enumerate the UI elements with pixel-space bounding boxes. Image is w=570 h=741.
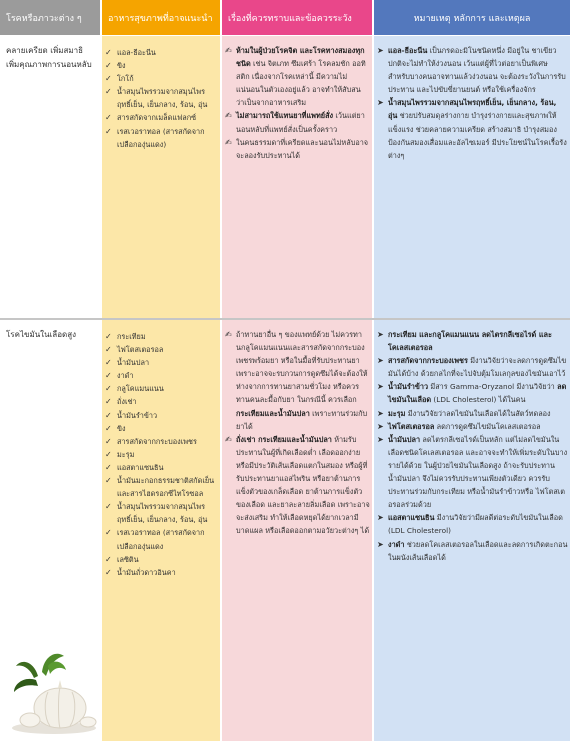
food-item: ✓ ขิง (104, 59, 218, 72)
check-icon: ✓ (105, 436, 112, 446)
note-item: ➤ ไฟโตสเตอรอล ลดการดูดซึมไขมันโคเลสเตอรอล (376, 420, 568, 433)
arrow-icon: ➤ (377, 513, 384, 523)
row-1-notes (376, 44, 568, 162)
food-item: ✓ น้ำมันปลา (104, 356, 218, 369)
check-icon: ✓ (105, 476, 112, 486)
check-icon: ✓ (105, 410, 112, 420)
arrow-icon: ➤ (377, 408, 384, 418)
note-item: ➤ กระเทียม และกลูโคแมนแนน ลดไตรกลีเซอไรด์ และโคเลสเตอรอล (377, 330, 552, 353)
header-topic: โรคหรือภาวะต่าง ๆ (0, 0, 100, 35)
food-item: ✓ ไฟโตสเตอรอล (104, 343, 218, 356)
arrow-icon: ➤ (377, 330, 384, 339)
note-item: ➤ น้ำมันรำข้าว มีสาร Gamma-Oryzanol มีงานวิจัยว่า ลดไขมันในเลือด (LDL Cholesterol) ได้ในคน (377, 382, 567, 405)
food-item: ✓ โกโก้ (104, 72, 218, 85)
check-icon: ✓ (105, 61, 112, 71)
note-item: ➤ มะรุม มีงานวิจัยว่าลดไขมันในเลือดได้ในสัตว์ทดลอง (376, 407, 568, 420)
caution-item: ✍ ไม่สามารถใช้แทนยาที่แพทย์สั่ง เว้นแต่ยานอนหลับที่แพทย์สั่งเป็นครั้งคราว (225, 111, 365, 134)
caution-item: ✍ ห้ามในผู้ป่วยโรคจิต และโรคทางสมองทุกชนิด เช่น จิตเภท ซึมเศร้า โรคลมชัก ออทิสติก เนื่องจากโรคเหล่านี้ มีความไม่แน่นอนในตัวเองอยู่แล้ว อาจทำให้สับสน ว่าเป็นจากอาหารเสริม (225, 46, 366, 108)
check-icon: ✓ (105, 48, 112, 57)
garlic-illustration (8, 636, 100, 736)
food-item: ✓ กลูโคแมนแนน (104, 382, 218, 395)
row-divider (0, 318, 570, 320)
check-icon: ✓ (105, 567, 112, 577)
arrow-icon: ➤ (377, 98, 384, 108)
food-item: ✓ มะรุม (104, 448, 218, 461)
note-item: ➤ แอล-ธีอะนีน เป็นกรดอะมิโนชนิดหนึ่ง มีอยู่ใน ชาเขียว ปกติจะไม่ทำให้ง่วงนอน เว้นแต่ผู้ที่ไวต่อยาเป็นพิเศษ สำหรับบางคนอาจทานแล้วง่วงนอน จะต้องระวังในการรับประทาน และไปขับขี่ยานยนต์ หรือใช้เครื่องจักร (377, 46, 566, 95)
food-item: ✓ เลซิติน (104, 553, 218, 566)
food-item: ✓ น้ำสมุนไพรรวมจากสมุนไพรฤทธิ์เย็น, เย็นกลาง, ร้อน, อุ่น (105, 87, 208, 110)
check-icon: ✓ (105, 449, 112, 459)
food-item: ✓ น้ำสมุนไพรรวมจากสมุนไพรฤทธิ์เย็น, เย็นกลาง, ร้อน, อุ่น (105, 502, 208, 525)
pencil-icon: ✍ (225, 137, 232, 147)
check-icon: ✓ (105, 345, 112, 355)
row-1-cautions (224, 44, 370, 162)
check-icon: ✓ (105, 126, 112, 136)
check-icon: ✓ (105, 423, 112, 433)
header-notes: หมายเหตุ หลักการ และเหตุผล (374, 0, 570, 35)
check-icon: ✓ (105, 528, 112, 538)
food-item: ✓ สารสกัดจากกระบองเพชร (104, 435, 218, 448)
food-item: ✓ น้ำมันถั่วดาวอินคา (104, 566, 218, 579)
food-item: ✓ แอสตาแซนธิน (104, 461, 218, 474)
check-icon: ✓ (105, 502, 112, 512)
check-icon: ✓ (105, 371, 112, 381)
check-icon: ✓ (105, 113, 112, 123)
header-foods: อาหารสุขภาพที่อาจแนะนำ (102, 0, 220, 35)
row-1-topic: คลายเครียด เพิ่มสมาธิ เพิ่มคุณภาพการนอนหลับ (6, 46, 92, 69)
row-2-cautions (224, 328, 370, 538)
row-1-foods (104, 46, 218, 151)
food-item: ✓ งาดำ (104, 369, 218, 382)
food-item: ✓ น้ำมันรำข้าว (104, 409, 218, 422)
food-item: ✓ ถั่งเช่า (104, 395, 218, 408)
note-item: ➤ น้ำมันปลา ลดไตรกลีเซอไรด์เป็นหลัก แต่ไม่ลดไขมันในเลือดชนิดโคเลสเตอรอล และอาจจะทำให้เพิ่มระดับในบางรายได้ด้วย ในผู้ป่วยไขมันในเลือดสูง ถ้าจะรับประทานน้ำมันปลา จึงไม่ควรรับประทานเพียงตัวเดียว ควรรับประทานร่วมกับกระเทียม หรือน้ำมันรำข้าวหรือ ไฟโตสเตอรอลร่วมด้วย (377, 434, 568, 510)
header-cautions: เรื่องที่ควรทราบและข้อควรระวัง (222, 0, 372, 35)
food-item: ✓ เรสเวอราทอล (สารสกัดจากเปลือกองุ่นแดง (105, 528, 205, 551)
caution-item: ✍ ถั่งเช่า กระเทียมและน้ำมันปลา ห้ามรับประทานในผู้ที่เกิดเลือดต่ำ เลือดออกง่ายหรือมีประวัติเส้นเลือดแตกในสมอง หรือผู้ที่รับประทานยาแอสไพริน หรือยาต้านการแข็งตัวของเกล็ดเลือด ยาต้านการแข็งตัวของเลือด และยาละลายลิ่มเลือด เพราะอาจจะส่งเสริม ทำให้เลือดหยุดได้ยากเวลามีบาดแผล หรือเลือดออกตามอวัยวะต่างๆ ได้ (225, 434, 370, 536)
arrow-icon: ➤ (377, 539, 384, 549)
note-item: ➤ งาดำ ช่วยลดโคเลสเตอรอลในเลือดและลดการเกิดตะกอนในผนังเส้นเลือดได้ (377, 539, 568, 562)
food-item: ✓ เรสเวอราทอล (สารสกัดจากเปลือกองุ่นแดง) (105, 126, 205, 149)
note-item: ➤ สารสกัดจากกระบองเพชร มีงานวิจัยว่าจะลดการดูดซึมไขมันได้บ้าง ด้วยกลไกที่จะไปจับตุ้มโมเลกุลของไขมันเอาไว้ (377, 356, 567, 379)
food-item: ✓ ขิง (104, 422, 218, 435)
pencil-icon: ✍ (225, 111, 232, 121)
row-2-topic: โรคไขมันในเลือดสูง (6, 330, 76, 339)
food-item: ✓ แอล-ธีอะนีน (104, 46, 218, 59)
arrow-icon: ➤ (377, 356, 384, 366)
check-icon: ✓ (105, 332, 112, 341)
note-item: ➤ แอสตาแซนธิน มีงานวิจัยว่ามีผลดีต่อระดับไขมันในเลือด (LDL Cholesterol) (377, 513, 563, 536)
row-2-notes (376, 328, 568, 564)
caution-item: ✍ ถ้าทานยาอื่น ๆ ของแพทย์ด้วย ไม่ควรทานกลูโคแมนแนนและสารสกัดจากกระบองเพชรพร้อมยา หรือในมื้อที่รับประทานยาเพราะอาจจะรบกวนการดูดซึมได้จะต้องให้ห่างจากการทานยาสามชั่วโมง หรือควรทานคนละมื้อกับยา ในกรณีนี้ ควรเลือกกระเทียมและน้ำมันปลา เพราะทานร่วมกับยาได้ (225, 330, 368, 431)
pencil-icon: ✍ (225, 330, 232, 339)
arrow-icon: ➤ (377, 382, 384, 392)
check-icon: ✓ (105, 74, 112, 84)
note-item: ➤ น้ำสมุนไพรรวมจากสมุนไพรฤทธิ์เย็น, เย็นกลาง, ร้อน, อุ่น ช่วยปรับสมดุลร่างกาย บำรุงร่างกายและสุขภาพให้แข็งแรง ช่วยคลายความเครียด สร้างสมาธิ บำรุงสมอง ป้องกันสมองเสื่อมและอัลไซเมอร์ มีประโยชน์ในโรคเรื้อรังต่างๆ (377, 98, 567, 160)
check-icon: ✓ (105, 87, 112, 97)
arrow-icon: ➤ (377, 46, 384, 55)
row-2-foods (104, 330, 218, 579)
pencil-icon: ✍ (225, 46, 232, 55)
food-item: ✓ น้ำมันมะกอกธรรมชาติสกัดเย็น และสารไฮดรอกซีไทโรซอล (105, 476, 215, 499)
arrow-icon: ➤ (377, 434, 384, 444)
check-icon: ✓ (105, 384, 112, 394)
pencil-icon: ✍ (225, 434, 232, 444)
food-item: ✓ สารสกัดจากเมล็ดแฟลกซ์ (104, 111, 218, 124)
check-icon: ✓ (105, 462, 112, 472)
caution-item: ✍ ในคนธรรมดาที่เครียดและนอนไม่หลับอาจจะลองรับประทานได้ (225, 137, 369, 160)
check-icon: ✓ (105, 358, 112, 368)
arrow-icon: ➤ (377, 421, 384, 431)
food-item: ✓ กระเทียม (104, 330, 218, 343)
check-icon: ✓ (105, 397, 112, 407)
check-icon: ✓ (105, 554, 112, 564)
